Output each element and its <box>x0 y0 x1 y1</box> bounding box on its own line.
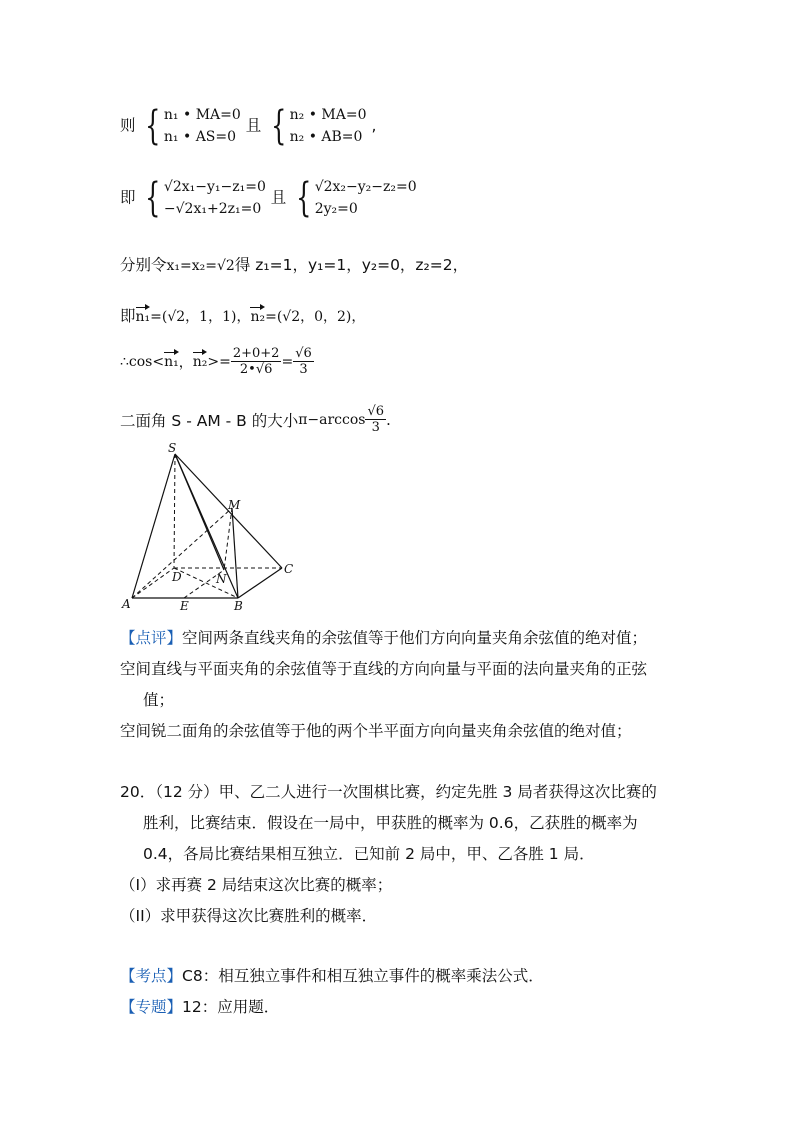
text-and: 且 <box>245 116 262 135</box>
math-expression: x₁=x₂=√2 <box>166 258 235 274</box>
label-S: S <box>168 441 177 455</box>
equation-line-3 <box>120 253 468 275</box>
math-expression: ∴cos< <box>120 353 165 370</box>
equation-line-2 <box>120 176 417 220</box>
label-D: D <box>172 570 182 584</box>
system-row: n₂ • AB=0 <box>289 129 363 145</box>
left-brace: { <box>145 103 161 149</box>
left-brace: { <box>271 103 287 149</box>
equals: = <box>281 353 294 370</box>
comment-text: 空间锐二面角的余弦值等于他的两个半平面方向向量夹角余弦值的绝对值； <box>120 722 632 740</box>
problem-line-3: 0.4，各局比赛结果相互独立．已知前 2 局中，甲、乙各胜 1 局． <box>143 845 595 863</box>
label-M: M <box>228 498 241 512</box>
system-row: 2y₂=0 <box>314 201 358 217</box>
system-row: n₂ • MA=0 <box>289 107 367 123</box>
text: 分别令 <box>120 256 167 274</box>
problem-line-1: 20．（12 分）甲、乙二人进行一次围棋比赛，约定先胜 3 局者获得这次比赛的 <box>120 783 657 801</box>
label-E: E <box>180 599 189 613</box>
label-A: A <box>122 597 131 611</box>
segment-SN <box>175 454 224 570</box>
comment-line-2 <box>120 657 647 679</box>
system-row: √2x₂−y₂−z₂=0 <box>314 179 417 195</box>
math-expression: =(√2，1，1)， <box>150 309 251 325</box>
comment-text: 空间两条直线夹角的余弦值等于他们方向向量夹角余弦值的绝对值； <box>182 629 648 647</box>
comma: , <box>371 116 377 135</box>
equation-system-3 <box>140 176 265 220</box>
vector-n2: n₂ <box>192 353 208 370</box>
question-2: （II）求甲获得这次比赛胜利的概率． <box>120 907 378 925</box>
vector-n1: n₁ <box>164 353 179 370</box>
zhuanti-tag: 【专题】 <box>120 998 183 1016</box>
denominator: 3 <box>371 420 380 435</box>
edge-SA <box>132 454 175 598</box>
left-brace: { <box>145 175 161 221</box>
numerator: 2+0+2 <box>232 346 280 361</box>
numerator: √6 <box>295 346 312 361</box>
system-row: −√2x₁+2z₁=0 <box>163 201 262 217</box>
system-row: n₁ • AS=0 <box>163 129 237 145</box>
text-prefix: 即 <box>120 188 136 207</box>
text: 二面角 S - AM - B 的大小 <box>120 411 299 430</box>
segment-MB <box>232 508 238 598</box>
denominator: 3 <box>299 362 308 377</box>
system-row: n₁ • MA=0 <box>163 107 241 123</box>
separator: ， <box>178 354 193 371</box>
math-expression: π−arccos <box>298 411 366 428</box>
numerator: √6 <box>367 404 385 419</box>
vector-n1: n₁ <box>135 309 151 325</box>
zhuanti-line <box>120 995 279 1017</box>
label-B: B <box>234 599 243 613</box>
vector-n2: n₂ <box>250 309 266 325</box>
equation-line-1 <box>120 104 376 148</box>
equation-line-6 <box>120 404 391 435</box>
edge-BC <box>238 568 282 598</box>
segment-MN <box>224 508 232 570</box>
equation-system-4 <box>291 176 416 220</box>
segment-DB <box>174 568 238 598</box>
comment-tag: 【点评】 <box>120 629 183 647</box>
zhuanti-text: 12：应用题． <box>182 998 280 1016</box>
edge-AD <box>132 568 174 598</box>
kaodian-line <box>120 964 544 986</box>
fraction <box>231 346 282 377</box>
text-and: 且 <box>270 188 287 207</box>
equation-line-5 <box>120 346 314 377</box>
edge-SD <box>174 454 175 568</box>
math-expression: =(√2，0，2)， <box>265 309 366 325</box>
comment-line-1 <box>120 626 647 648</box>
problem-line-2: 胜利，比赛结束．假设在一局中，甲获胜的概率为 0.6，乙获胜的概率为 <box>143 814 638 832</box>
text: 即 <box>120 307 136 325</box>
label-N: N <box>216 572 227 586</box>
period: . <box>386 410 391 429</box>
text: 得 z₁=1，y₁=1，y₂=0，z₂=2， <box>234 256 469 274</box>
equation-system-1 <box>140 104 240 148</box>
kaodian-tag: 【考点】 <box>120 967 183 985</box>
label-C: C <box>284 562 294 576</box>
equation-line-4 <box>120 304 365 326</box>
comment-text: 空间直线与平面夹角的余弦值等于直线的方向向量与平面的法向量夹角的正弦 <box>120 660 648 678</box>
comment-text: 值； <box>143 691 175 709</box>
text-prefix: 则 <box>120 116 136 135</box>
fraction <box>293 346 314 377</box>
comment-line-3 <box>143 688 174 710</box>
comment-line-4 <box>120 719 632 741</box>
pyramid-figure <box>110 440 310 615</box>
question-1: （I）求再赛 2 局结束这次比赛的概率； <box>120 876 393 894</box>
equation-system-2 <box>266 104 366 148</box>
fraction <box>365 404 386 435</box>
system-row: √2x₁−y₁−z₁=0 <box>163 179 266 195</box>
math-expression: >= <box>207 353 231 370</box>
denominator: 2•√6 <box>239 362 273 377</box>
left-brace: { <box>296 175 312 221</box>
kaodian-text: C8：相互独立事件和相互独立事件的概率乘法公式． <box>182 967 544 985</box>
